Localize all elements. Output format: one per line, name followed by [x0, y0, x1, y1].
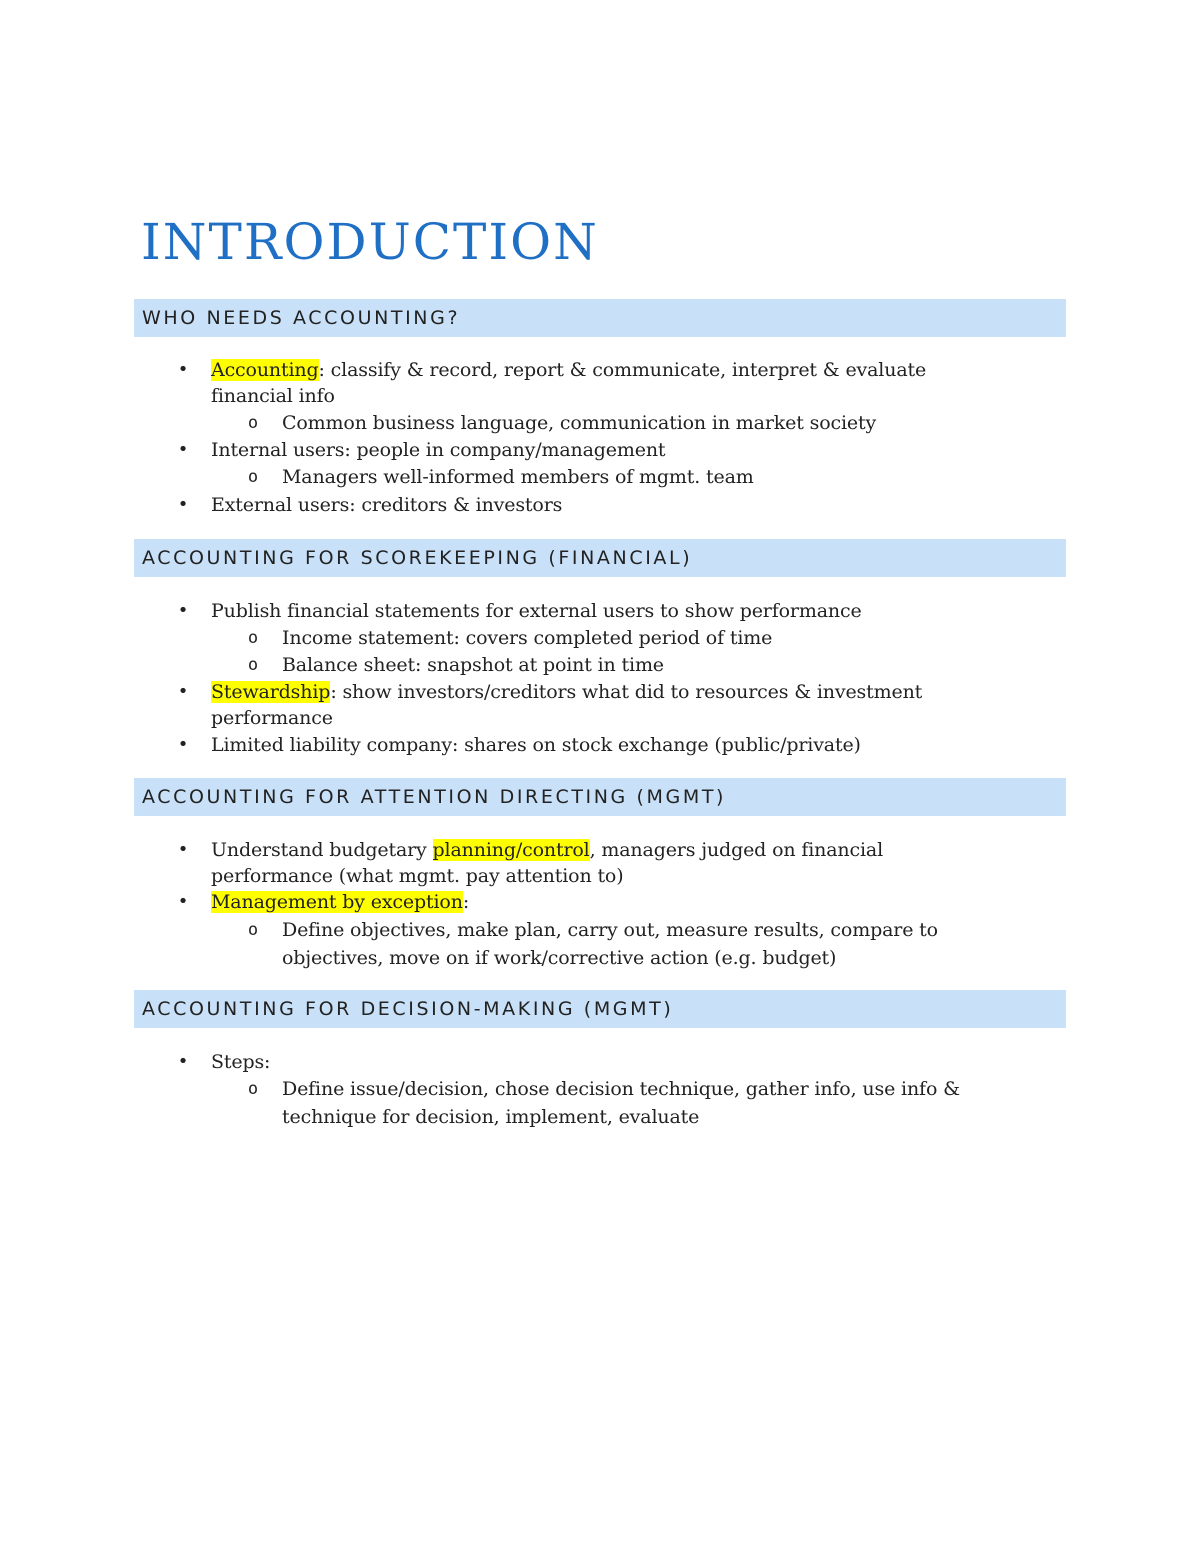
- list-item: [134, 732, 1066, 758]
- sub-bullet-marker: o: [247, 413, 259, 433]
- sub-bullet-marker: o: [247, 655, 259, 675]
- bullet-marker: •: [177, 494, 189, 515]
- list-item: [134, 652, 1066, 678]
- bullet-marker: •: [177, 839, 189, 860]
- list-item: [134, 1075, 1012, 1131]
- list-item: [134, 916, 982, 972]
- section-attention-directing: [134, 778, 1066, 972]
- highlighted-term: Accounting: [211, 359, 319, 381]
- list-item: [134, 492, 1066, 518]
- list-item-text: Steps:: [211, 1051, 271, 1073]
- bullet-marker: •: [177, 600, 189, 621]
- sub-bullet-marker: o: [247, 628, 259, 648]
- list-item: [134, 437, 1066, 463]
- list-item-text: Balance sheet: snapshot at point in time: [282, 654, 664, 676]
- bullet-list: [134, 837, 1066, 972]
- list-item: [134, 1049, 1066, 1075]
- list-item-text: Publish financial statements for external users to show performance: [211, 600, 862, 622]
- list-item-text: Define objectives, make plan, carry out, measure results, compare to objectives, move on if work/corrective action (e.g. budget): [282, 919, 938, 969]
- list-item-text: , managers judged on financial performance (what mgmt. pay attention to): [211, 839, 884, 887]
- bullet-marker: •: [177, 681, 189, 702]
- list-item: [134, 464, 1066, 490]
- list-item-text: :: [462, 891, 470, 913]
- bullet-marker: •: [177, 1051, 189, 1072]
- page-title: INTRODUCTION: [141, 213, 599, 271]
- sub-bullet-marker: o: [247, 1079, 259, 1099]
- bullet-list: [134, 1049, 1066, 1131]
- bullet-marker: •: [177, 891, 189, 912]
- section-heading: ACCOUNTING FOR ATTENTION DIRECTING (MGMT): [134, 778, 1066, 816]
- list-item-text: Managers well-informed members of mgmt. team: [282, 466, 754, 488]
- section-heading: ACCOUNTING FOR DECISION-MAKING (MGMT): [134, 990, 1066, 1028]
- bullet-marker: •: [177, 439, 189, 460]
- highlighted-term: Stewardship: [211, 681, 331, 703]
- sub-bullet-marker: o: [247, 467, 259, 487]
- list-item-text: Limited liability company: shares on stock exchange (public/private): [211, 734, 861, 756]
- list-item-text: Internal users: people in company/management: [211, 439, 666, 461]
- section-scorekeeping: [134, 539, 1066, 758]
- list-item-text: : classify & record, report & communicate, interpret & evaluate financial info: [211, 359, 927, 407]
- section-heading: WHO NEEDS ACCOUNTING?: [134, 299, 1066, 337]
- sub-bullet-marker: o: [247, 920, 259, 940]
- list-item: [134, 357, 1001, 409]
- list-item-text: Define issue/decision, chose decision technique, gather info, use info & technique for decision, implement, evaluate: [282, 1078, 960, 1128]
- highlighted-term: Management by exception: [211, 891, 463, 913]
- list-item: [134, 889, 1066, 915]
- section-who-needs-accounting: [134, 299, 1066, 518]
- list-item-text: Income statement: covers completed period of time: [282, 627, 773, 649]
- list-item: [134, 625, 1066, 651]
- section-heading: ACCOUNTING FOR SCOREKEEPING (FINANCIAL): [134, 539, 1066, 577]
- bullet-marker: •: [177, 359, 189, 380]
- list-item: [134, 837, 1001, 889]
- highlighted-term: planning/control: [432, 839, 590, 861]
- list-item-text: External users: creditors & investors: [211, 494, 563, 516]
- bullet-marker: •: [177, 734, 189, 755]
- list-item-text: : show investors/creditors what did to resources & investment performance: [211, 681, 923, 729]
- bullet-list: [134, 357, 1066, 518]
- list-item-text: Understand budgetary: [211, 839, 433, 861]
- bullet-list: [134, 598, 1066, 758]
- section-decision-making: [134, 990, 1066, 1131]
- list-item: [134, 679, 931, 731]
- list-item-text: Common business language, communication in market society: [282, 412, 877, 434]
- list-item: [134, 598, 1066, 624]
- list-item: [134, 410, 1066, 436]
